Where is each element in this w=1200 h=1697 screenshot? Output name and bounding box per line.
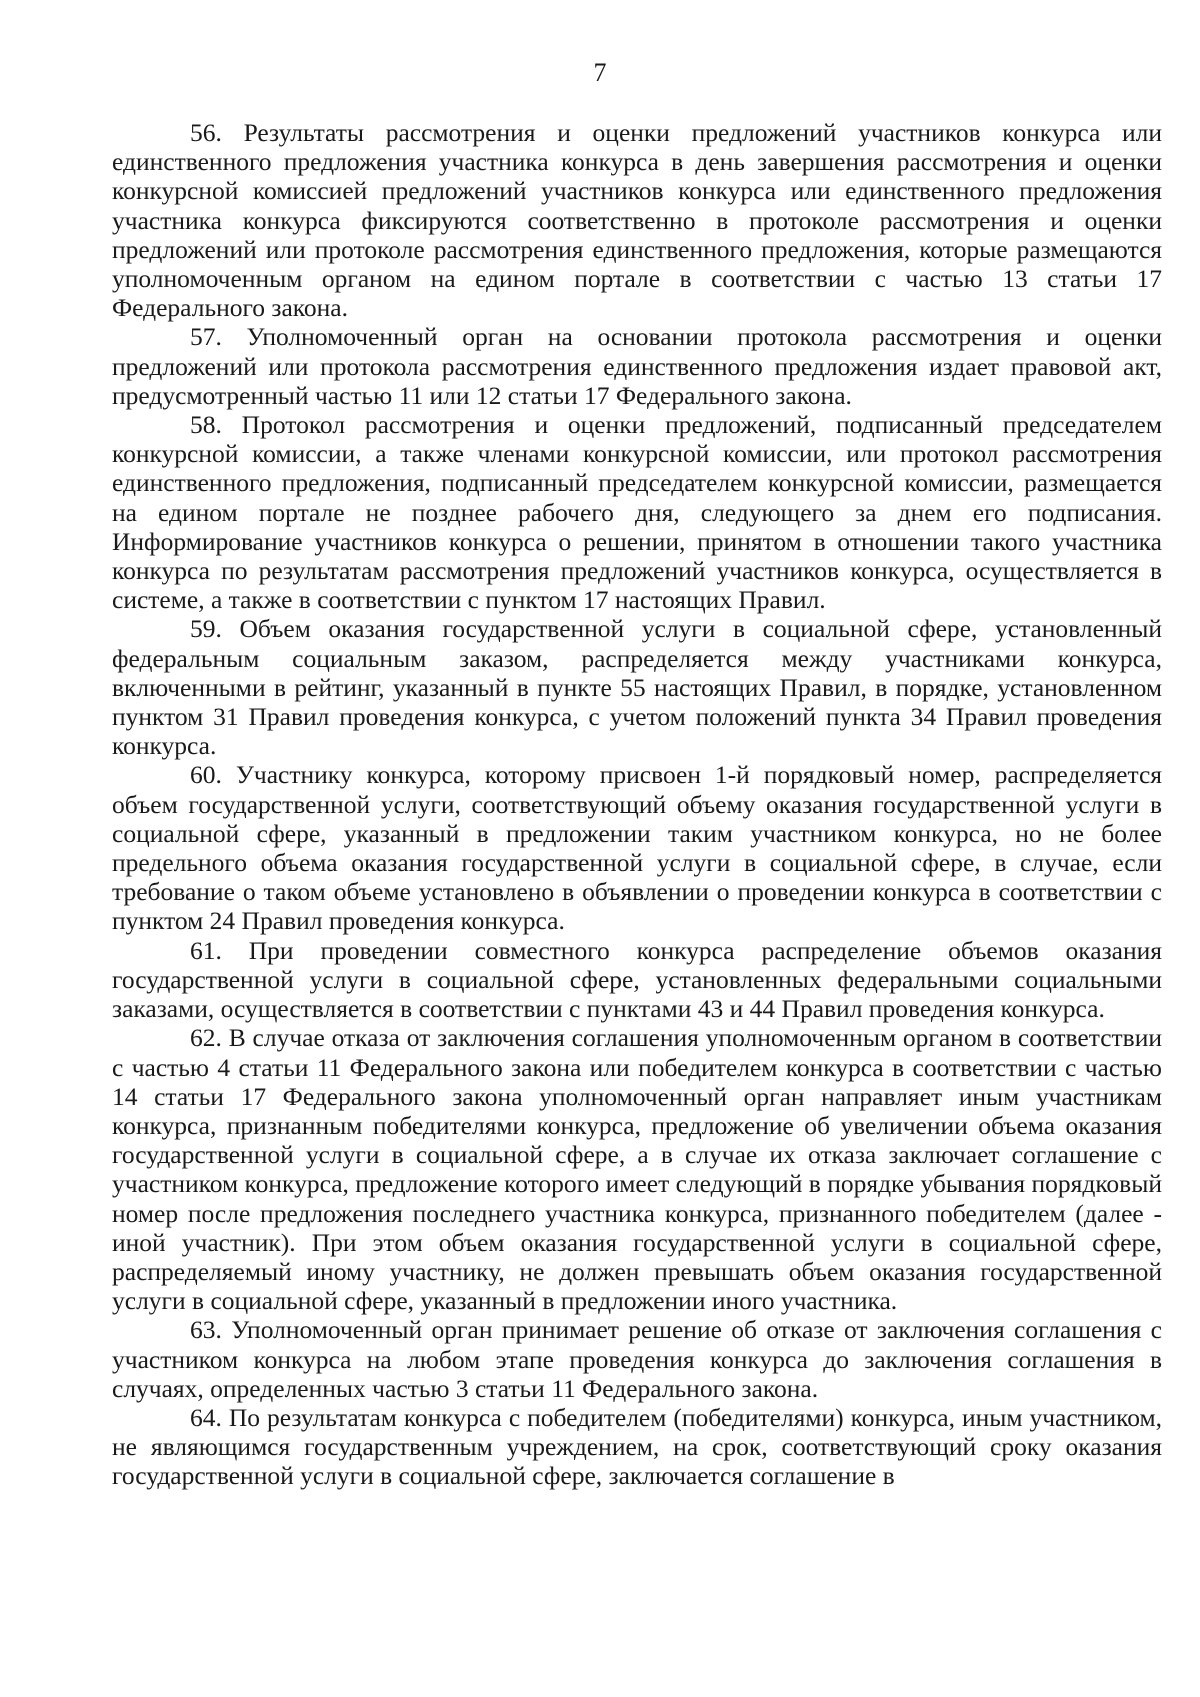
- paragraph-62: 62. В случае отказа от заключения соглашения уполномоченным органом в соответствии с частью 4 статьи 11 Федерального закона или победителем конкурса в соответствии с частью 14 статьи 17 Федерального закона уполномоченный орган направляет иным участникам конкурса, признанным победителями конкурса, предложение об увеличении объема оказания государственной услуги в социальной сфере, а в случае их отказа заключает соглашение с участником конкурса, предложение которого имеет следующий в порядке убывания порядковый номер после предложения последнего участника конкурса, признанного победителем (далее - иной участник). При этом объем оказания государственной услуги в социальной сфере, распределяемый иному участнику, не должен превышать объем оказания государственной услуги в социальной сфере, указанный в предложении иного участника.: [112, 1023, 1162, 1316]
- paragraph-59: 59. Объем оказания государственной услуги в социальной сфере, установленный федеральным социальным заказом, распределяется между участниками конкурса, включенными в рейтинг, указанный в пункте 55 настоящих Правил, в порядке, установленном пунктом 31 Правил проведения конкурса, с учетом положений пункта 34 Правил проведения конкурса.: [112, 614, 1162, 761]
- page-number: 7: [593, 58, 607, 87]
- paragraph-58: 58. Протокол рассмотрения и оценки предложений, подписанный председателем конкурсной комиссии, а также членами конкурсной комиссии, или протокол рассмотрения единственного предложения, подписанный председателем конкурсной комиссии, размещается на едином портале не позднее рабочего дня, следующего за днем его подписания. Информирование участников конкурса о решении, принятом в отношении такого участника конкурса по результатам рассмотрения предложений участников конкурса, осуществляется в системе, а также в соответствии с пунктом 17 настоящих Правил.: [112, 410, 1162, 615]
- paragraph-61: 61. При проведении совместного конкурса распределение объемов оказания государственной услуги в социальной сфере, установленных федеральными социальными заказами, осуществляется в соответствии с пунктами 43 и 44 Правил проведения конкурса.: [112, 935, 1162, 1024]
- paragraph-60: 60. Участнику конкурса, которому присвоен 1-й порядковый номер, распределяется объем государственной услуги, соответствующий объему оказания государственной услуги в социальной сфере, указанный в предложении таким участником конкурса, но не более предельного объема оказания государственной услуги в социальной сфере, в случае, если требование о таком объеме установлено в объявлении о проведении конкурса в соответствии с пунктом 24 Правил проведения конкурса.: [112, 760, 1162, 936]
- paragraph-57: 57. Уполномоченный орган на основании протокола рассмотрения и оценки предложений или протокола рассмотрения единственного предложения издает правовой акт, предусмотренный частью 11 или 12 статьи 17 Федерального закона.: [112, 322, 1162, 410]
- paragraph-56: 56. Результаты рассмотрения и оценки предложений участников конкурса или единственного предложения участника конкурса в день завершения рассмотрения и оценки конкурсной комиссией предложений участников конкурса или единственного предложения участника конкурса фиксируются соответственно в протоколе рассмотрения и оценки предложений или протоколе рассмотрения единственного предложения, которые размещаются уполномоченным органом на едином портале в соответствии с частью 13 статьи 17 Федерального закона.: [112, 118, 1162, 323]
- document-body: [112, 118, 1162, 1491]
- paragraph-64: 64. По результатам конкурса с победителем (победителями) конкурса, иным участником, не являющимся государственным учреждением, на срок, соответствующий сроку оказания государственной услуги в социальной сфере, заключается соглашение в: [112, 1402, 1162, 1491]
- paragraph-63: 63. Уполномоченный орган принимает решение об отказе от заключения соглашения с участником конкурса на любом этапе проведения конкурса до заключения соглашения в случаях, определенных частью 3 статьи 11 Федерального закона.: [112, 1315, 1162, 1403]
